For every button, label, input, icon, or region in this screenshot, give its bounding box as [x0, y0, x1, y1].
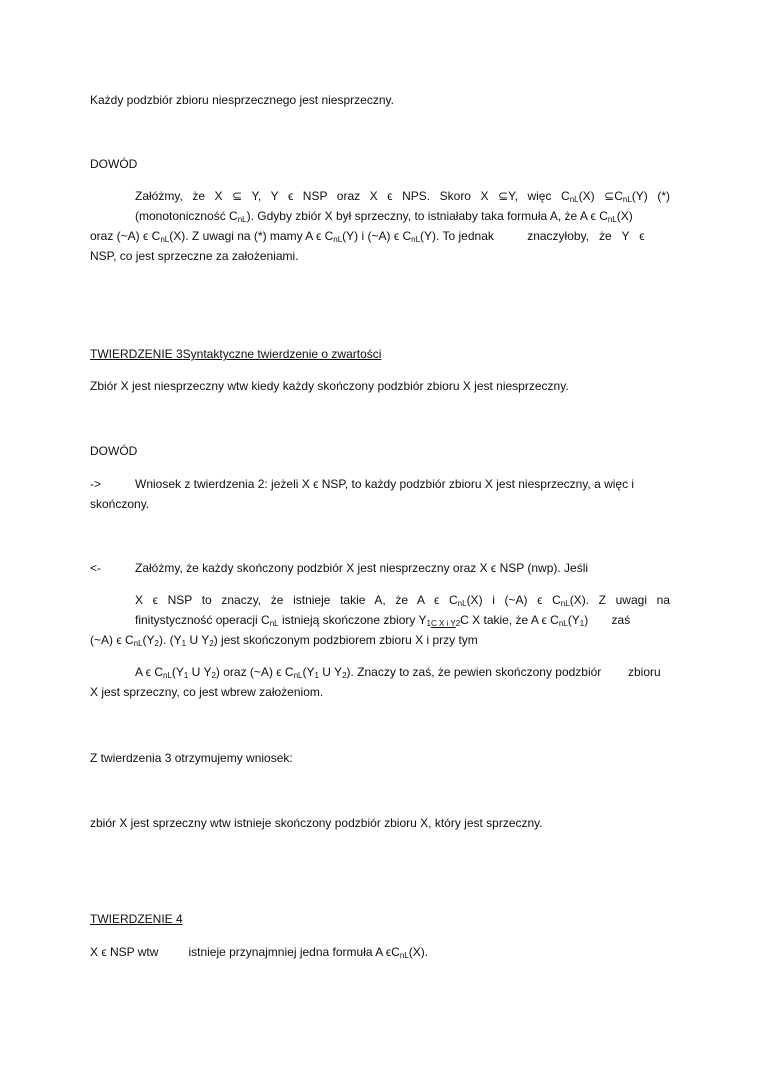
- corollary-intro: Z twierdzenia 3 otrzymujemy wniosek:: [90, 751, 293, 765]
- forward-line-1: -> Wniosek z twierdzenia 2: jeżeli X ϵ NSP, to każdy podzbiór zbioru X jest niesprzeczny, a więc i: [90, 474, 670, 494]
- backward-line-6: X jest sprzeczny, co jest wbrew założeniom.: [90, 685, 324, 699]
- corollary-statement: zbiór X jest sprzeczny wtw istnieje skończony podzbiór zbioru X, który jest sprzeczny.: [90, 816, 543, 830]
- proof-heading-2: DOWÓD: [90, 444, 138, 458]
- proof-direction-backward: [90, 558, 670, 702]
- proof-1-line-1: Załóżmy, że X ⊆ Y, Y ϵ NSP oraz X ϵ NPS. Skoro X ⊆Y, więc $C_{nL}(X)$ $⊆C_{nL}(Y)$ (*): [135, 189, 670, 204]
- statement-subset-consistency: Każdy podzbiór zbioru niesprzecznego jest niesprzeczny.: [90, 93, 394, 107]
- forward-arrow: ->: [90, 477, 102, 491]
- backward-arrow: <-: [90, 561, 102, 575]
- proof-1-line-2: (monotoniczność $C_{nL}$). Gdyby zbiór X był sprzeczny, to istniałaby taka formuła A, że A ϵ $C_{nL}(X)$: [135, 209, 633, 224]
- proof-1-line-4: NSP, co jest sprzeczne za założeniami.: [90, 249, 299, 263]
- theorem-3-heading: TWIERDZENIE 3Syntaktyczne twierdzenie o zwartości: [90, 347, 382, 361]
- backward-line-3: finitystyczność operacji $C_{nL}$ istnieją skończone zbiory $Y_{1C X i Y2}C$ X takie, że A ϵ $C_{nL}(Y_1)$ zaś: [135, 613, 631, 628]
- forward-line-2: skończony.: [90, 497, 150, 511]
- backward-line-1: <- Załóżmy, że każdy skończony podzbiór X jest niesprzeczny oraz X ϵ NSP (nwp). Jeśli: [90, 558, 670, 578]
- theorem-3-statement: Zbiór X jest niesprzeczny wtw kiedy każdy skończony podzbiór zbioru X jest niesprzeczny.: [90, 379, 569, 393]
- proof-direction-forward: [90, 474, 670, 514]
- backward-line-2: X ϵ NSP to znaczy, że istnieje takie A, że A ϵ $C_{nL}(X)$ i (~A) ϵ $C_{nL}(X)$. Z uwagi na: [135, 593, 670, 608]
- proof-heading-1: DOWÓD: [90, 157, 138, 171]
- backward-line-5: A ϵ $C_{nL}(Y_1$ U $Y_2$) oraz (~A) ϵ $C_{nL}(Y_1$ U $Y_2$). Znaczy to zaś, że pewien skończony podzbiór zbioru: [135, 665, 661, 680]
- theorem-4-heading: TWIERDZENIE 4: [90, 912, 183, 926]
- proof-1-line-3: oraz (~A) ϵ $C_{nL}(X)$. Z uwagi na (*) mamy A ϵ $C_{nL}(Y)$ i (~A) ϵ $C_{nL}(Y)$. To jednak znaczyłoby, że Y ϵ: [90, 229, 645, 244]
- proof-1: [90, 186, 670, 266]
- theorem-4-statement: X ϵ NSP wtw istnieje przynajmniej jedna formuła A $\epsilon C_{nL}(X)$.: [90, 945, 429, 960]
- backward-line-4: (~A) ϵ $C_{nL}(Y_2)$. ($Y_1$ U $Y_2$) jest skończonym podzbiorem zbioru X i przy tym: [90, 633, 478, 648]
